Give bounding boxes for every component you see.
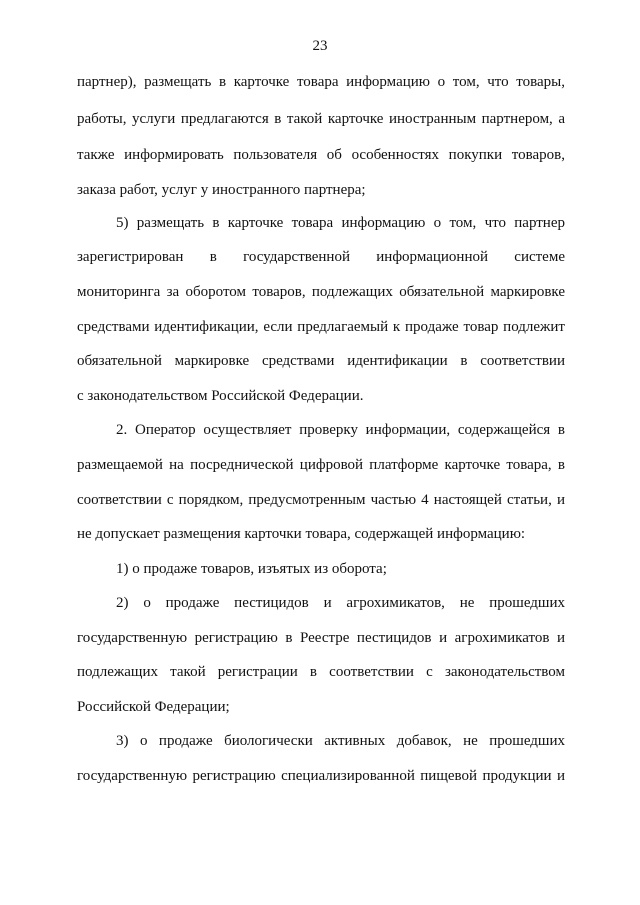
text-line: средствами идентификации, если предлагаемый к продаже товар подлежит [77,319,565,335]
text-line: размещаемой на посреднической цифровой платформе карточке товара, в [77,457,565,473]
text-line: Российской Федерации; [77,699,230,715]
text-line: 5) размещать в карточке товара информацию о том, что партнер [116,215,565,231]
text-line: работы, услуги предлагаются в такой карточке иностранным партнером, а [77,111,565,127]
text-line: партнер), размещать в карточке товара информацию о том, что товары, [77,74,565,90]
text-line: государственную регистрацию в Реестре пестицидов и агрохимикатов и [77,630,565,646]
text-line: 1) о продаже товаров, изъятых из оборота; [116,561,387,577]
text-line: 2. Оператор осуществляет проверку информации, содержащейся в [116,422,565,438]
text-line: 3) о продаже биологически активных добавок, не прошедших [116,733,565,749]
text-line: государственную регистрацию специализированной пищевой продукции и [77,768,565,784]
text-line: обязательной маркировке средствами идентификации в соответствии [77,353,565,369]
text-line: не допускает размещения карточки товара, содержащей информацию: [77,526,526,542]
text-line: соответствии с порядком, предусмотренным частью 4 настоящей статьи, и [77,492,565,508]
text-line: 2) о продаже пестицидов и агрохимикатов, не прошедших [116,595,565,611]
text-line: с законодательством Российской Федерации. [77,388,364,404]
text-line: зарегистрирован в государственной информационной системе [77,249,565,265]
page-number: 23 [312,38,328,54]
text-line: мониторинга за оборотом товаров, подлежащих обязательной маркировке [77,284,565,300]
text-line: подлежащих такой регистрации в соответствии с законодательством [77,664,565,680]
text-line: также информировать пользователя об особенностях покупки товаров, [77,147,565,163]
text-line: заказа работ, услуг у иностранного партнера; [77,182,366,198]
